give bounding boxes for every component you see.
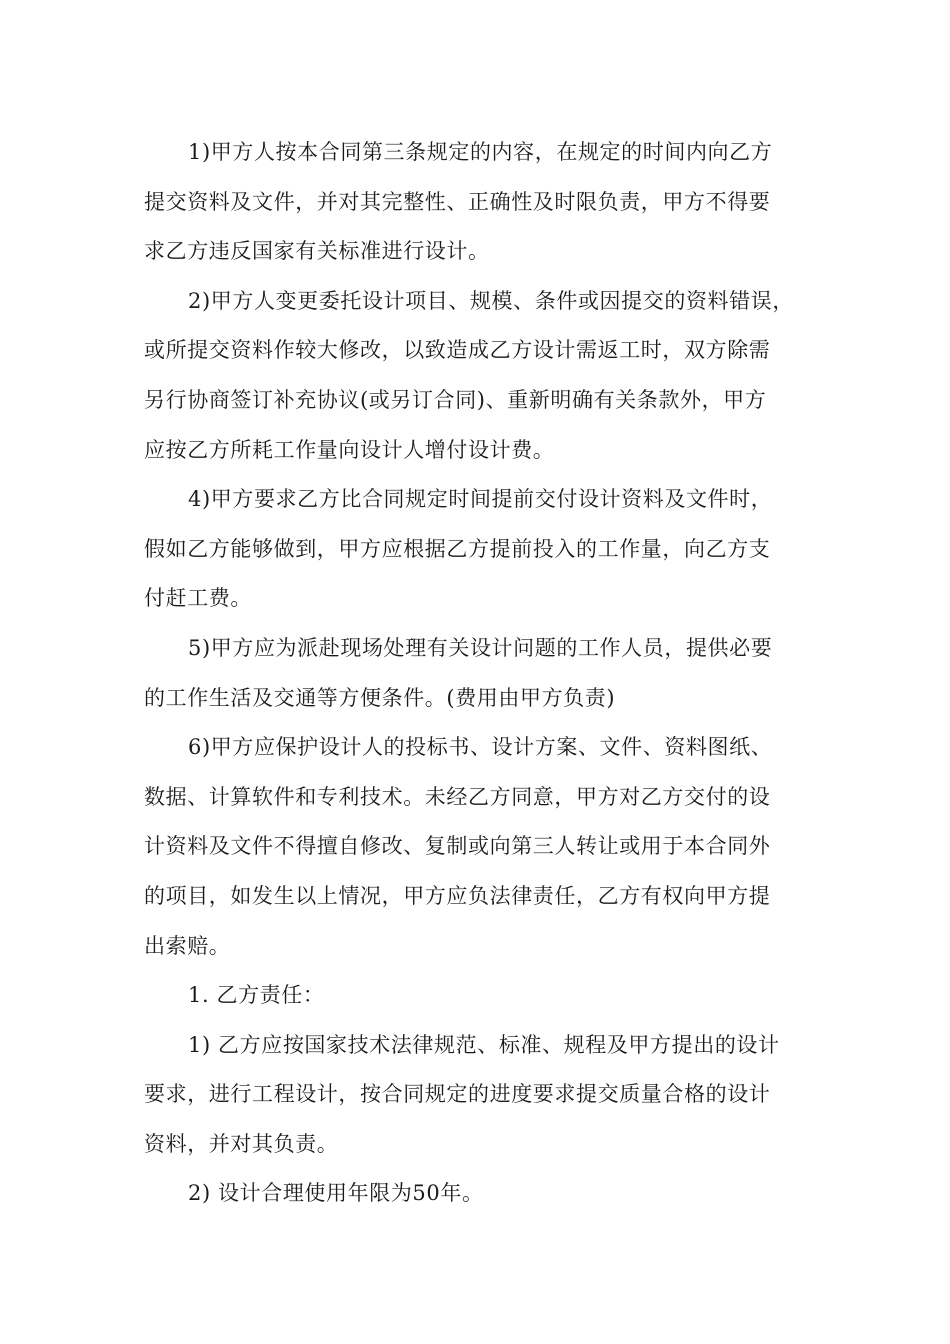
text-line: 2)甲方人变更委托设计项目、规模、条件或因提交的资料错误， (188, 288, 794, 313)
text-line: 假如乙方能够做到，甲方应根据乙方提前投入的工作量，向乙方支 (144, 536, 771, 561)
text-line: 5)甲方应为派赴现场处理有关设计问题的工作人员，提供必要 (188, 635, 773, 660)
clause-party-b-1 (144, 1021, 810, 1170)
section-heading-party-b (144, 971, 810, 1021)
clause-party-a-1 (144, 128, 810, 277)
text-line: 1. 乙方责任： (188, 983, 325, 1008)
text-line: 数据、计算软件和专利技术。未经乙方同意，甲方对乙方交付的设 (144, 784, 771, 809)
text-line: 应按乙方所耗工作量向设计人增付设计费。 (144, 437, 555, 462)
text-line: 另行协商签订补充协议(或另订合同)、重新明确有关条款外，甲方 (144, 387, 767, 412)
text-line: 的工作生活及交通等方便条件。(费用由甲方负责) (144, 685, 616, 710)
text-line: 付赶工费。 (144, 586, 252, 611)
clause-party-a-2 (144, 277, 810, 475)
clause-party-a-4 (144, 475, 810, 624)
text-line: 的项目，如发生以上情况，甲方应负法律责任，乙方有权向甲方提 (144, 883, 771, 908)
clause-party-b-2 (144, 1169, 810, 1219)
text-line: 要求，进行工程设计，按合同规定的进度要求提交质量合格的设计 (144, 1082, 771, 1107)
text-line: 1) 乙方应按国家技术法律规范、标准、规程及甲方提出的设计 (188, 1032, 780, 1057)
document-body (144, 128, 810, 1219)
clause-party-a-6 (144, 723, 810, 971)
text-line: 1)甲方人按本合同第三条规定的内容，在规定的时间内向乙方 (188, 140, 773, 164)
text-line: 6)甲方应保护设计人的投标书、设计方案、文件、资料图纸、 (188, 735, 773, 760)
text-line: 或所提交资料作较大修改，以致造成乙方设计需返工时，双方除需 (144, 338, 771, 363)
text-line: 2) 设计合理使用年限为50年。 (188, 1181, 484, 1206)
text-line: 计资料及文件不得擅自修改、复制或向第三人转让或用于本合同外 (144, 834, 771, 859)
text-line: 资料，并对其负责。 (144, 1131, 339, 1156)
text-line: 求乙方违反国家有关标准进行设计。 (144, 239, 490, 264)
text-line: 提交资料及文件，并对其完整性、正确性及时限负责，甲方不得要 (144, 189, 771, 214)
text-line: 4)甲方要求乙方比合同规定时间提前交付设计资料及文件时， (188, 487, 773, 512)
text-line: 出索赔。 (144, 933, 231, 958)
clause-party-a-5 (144, 624, 810, 723)
